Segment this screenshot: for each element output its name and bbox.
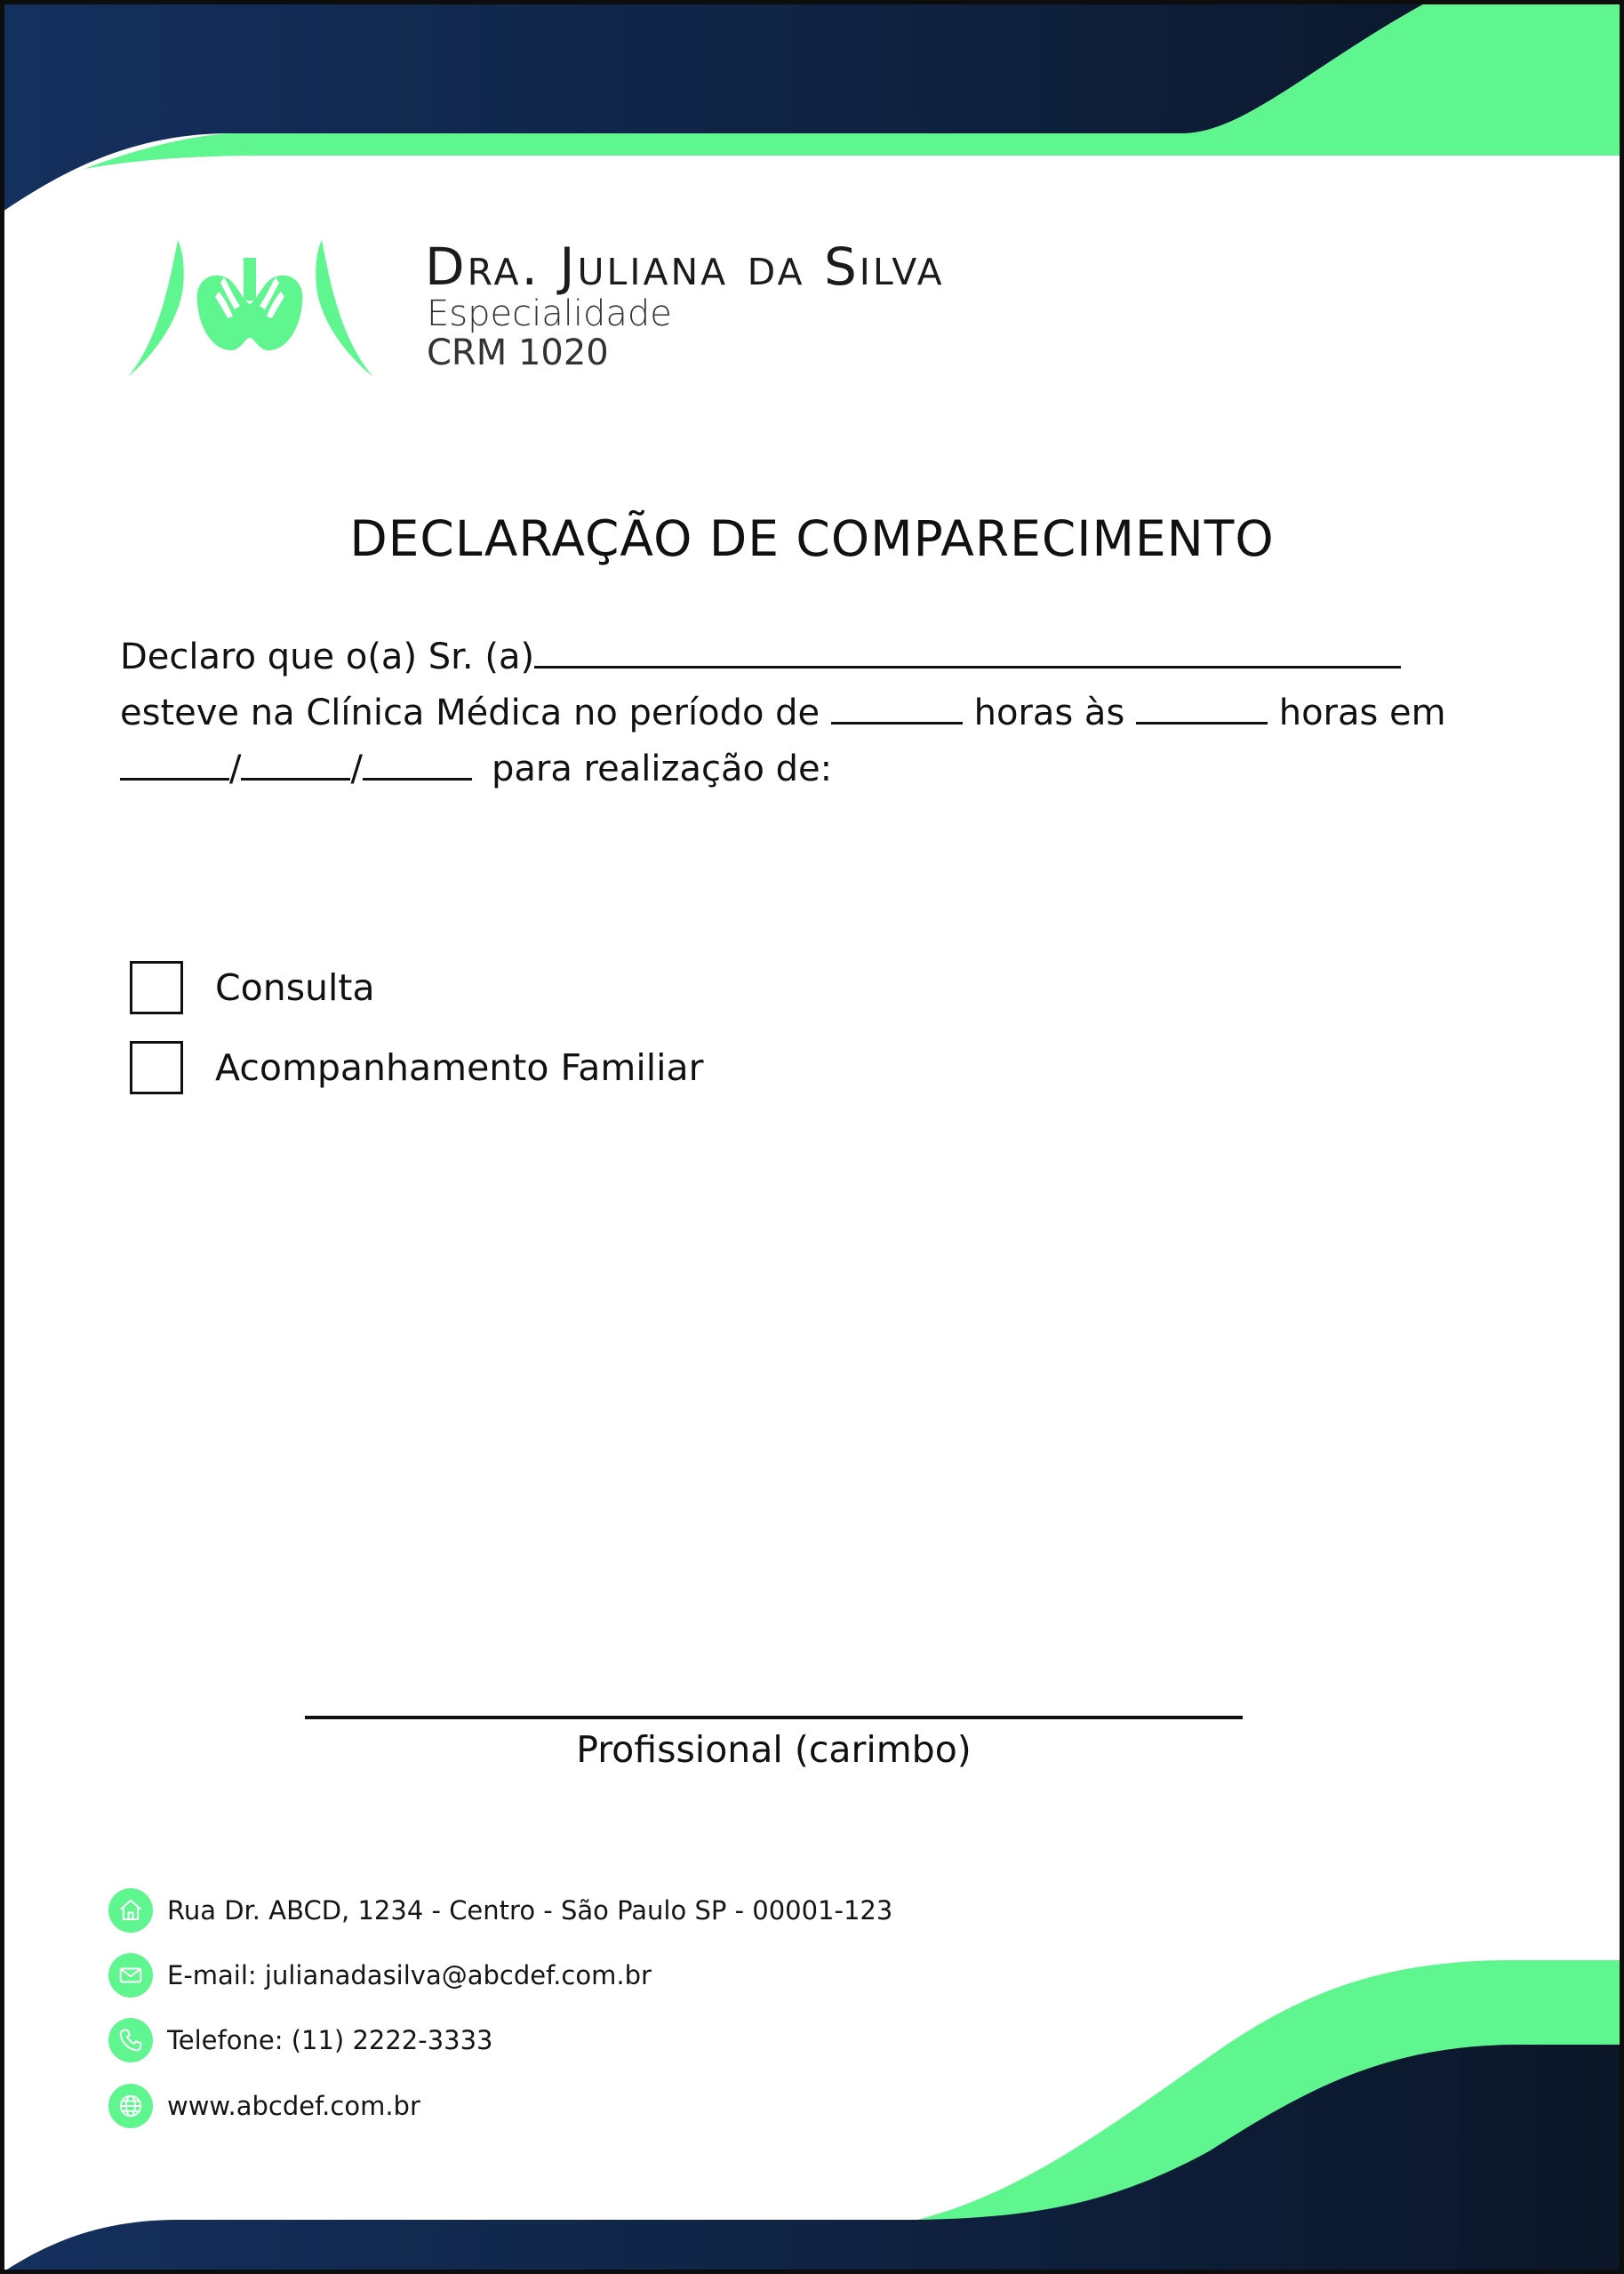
end-hour-blank[interactable]	[1136, 695, 1268, 725]
email-text[interactable]: E-mail: julianadasilva@abcdef.com.br	[167, 1960, 652, 1990]
year-blank[interactable]	[363, 751, 472, 781]
name-blank[interactable]	[534, 639, 1401, 669]
start-hour-blank[interactable]	[831, 695, 963, 725]
contact-phone	[108, 2018, 493, 2062]
doctor-specialty: Especialidade	[427, 293, 672, 334]
contact-website	[108, 2084, 420, 2128]
declaration-line-2	[120, 685, 1446, 741]
date-separator: /	[350, 749, 363, 789]
option-consulta[interactable]	[130, 961, 375, 1014]
globe-icon	[108, 2084, 153, 2128]
phone-icon	[108, 2018, 153, 2062]
purpose-text: para realização de:	[491, 749, 833, 789]
contact-address	[108, 1888, 892, 1933]
signature-label: Profissional (carimbo)	[576, 1728, 972, 1771]
declaration-text: Declaro que o(a) Sr. (a)	[120, 637, 535, 677]
acompanhamento-checkbox[interactable]	[130, 1041, 183, 1094]
day-blank[interactable]	[120, 751, 229, 781]
website-link[interactable]: www.abcdef.com.br	[167, 2091, 420, 2121]
document-title: DECLARAÇÃO DE COMPARECIMENTO	[349, 510, 1275, 567]
contact-email	[108, 1953, 652, 1998]
doctor-name: Dra. Juliana da Silva	[425, 236, 945, 297]
declaration-line-3	[120, 741, 1428, 797]
signature-line	[305, 1716, 1243, 1719]
declaration-line-1	[120, 629, 1428, 685]
phone-text[interactable]: Telefone: (11) 2222-3333	[167, 2025, 493, 2055]
month-blank[interactable]	[241, 751, 350, 781]
thyroid-logo-icon	[124, 233, 382, 384]
consulta-checkbox[interactable]	[130, 961, 183, 1014]
address-text: Rua Dr. ABCD, 1234 - Centro - São Paulo SP - 00001-123	[167, 1895, 893, 1926]
doctor-crm: CRM 1020	[427, 332, 609, 373]
mail-icon	[108, 1953, 153, 1998]
period-text: esteve na Clínica Médica no período de	[120, 693, 831, 733]
hours-on-text: horas em	[1268, 693, 1446, 733]
consulta-label: Consulta	[215, 966, 375, 1009]
acompanhamento-label: Acompanhamento Familiar	[215, 1046, 704, 1089]
date-separator: /	[229, 749, 242, 789]
hours-to-text: horas às	[962, 693, 1136, 733]
option-acompanhamento-familiar[interactable]	[130, 1041, 704, 1094]
footer-navy-shape	[0, 2045, 1624, 2274]
home-icon	[108, 1888, 153, 1933]
